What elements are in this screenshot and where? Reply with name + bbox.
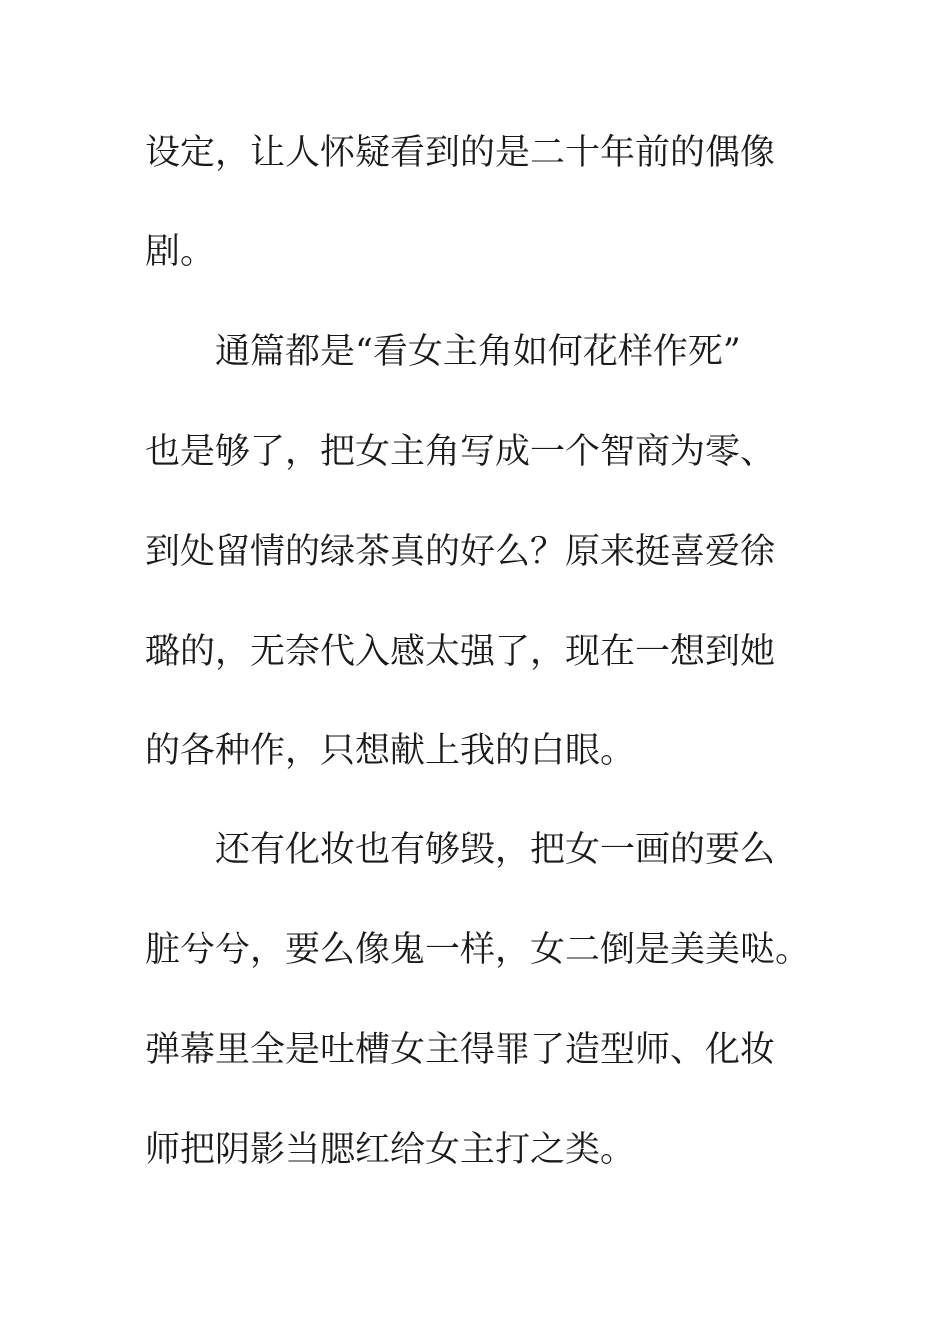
text-line-11: 师把阴影当腮红给女主打之类。 bbox=[145, 1130, 636, 1170]
text-line-10: 弹幕里全是吐槽女主得罪了造型师、化妆 bbox=[145, 1030, 776, 1070]
text-line-6: 璐的，无奈代入感太强了，现在一想到她 bbox=[145, 632, 776, 672]
text-line-2: 剧。 bbox=[145, 232, 216, 272]
text-line-7: 的各种作，只想献上我的白眼。 bbox=[145, 731, 636, 771]
text-line-9: 脏兮兮，要么像鬼一样，女二倒是美美哒。 bbox=[145, 930, 811, 970]
text-line-4: 也是够了，把女主角写成一个智商为零、 bbox=[145, 432, 776, 472]
text-line-5: 到处留情的绿茶真的好么？原来挺喜爱徐 bbox=[145, 532, 776, 572]
text-line-1: 设定，让人怀疑看到的是二十年前的偶像 bbox=[145, 133, 776, 173]
text-line-3: 通篇都是“看女主角如何花样作死” bbox=[215, 332, 741, 372]
text-line-8: 还有化妆也有够毁，把女一画的要么 bbox=[215, 830, 776, 870]
